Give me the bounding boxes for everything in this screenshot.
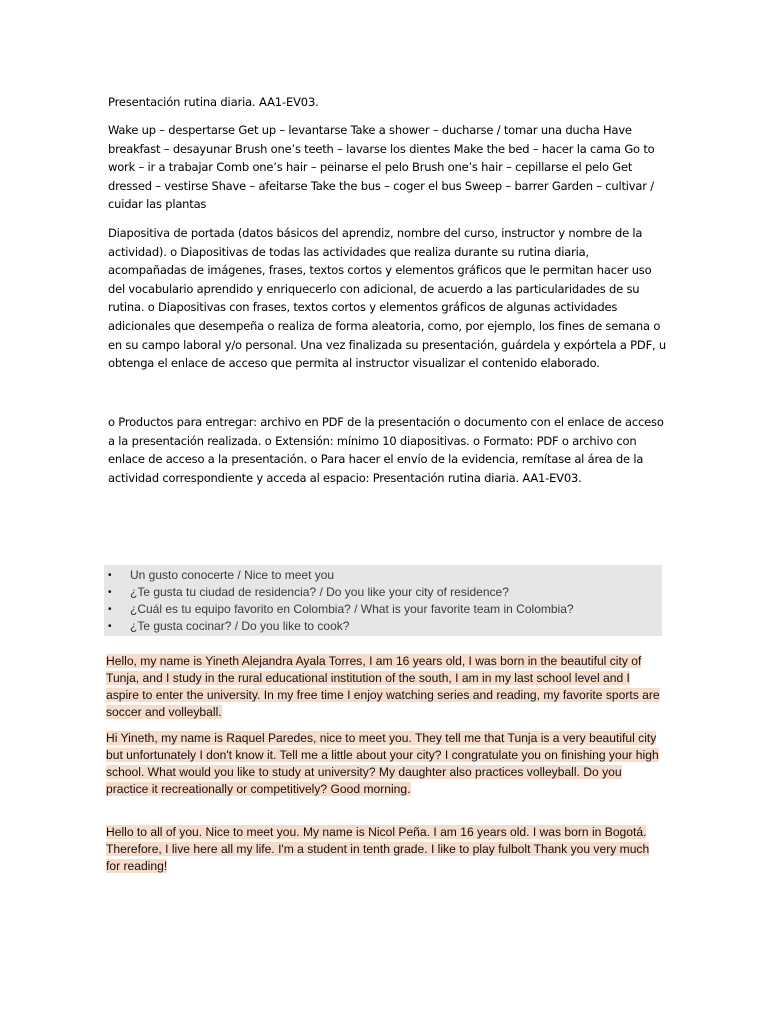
bullet-icon: •: [108, 570, 112, 581]
vocabulary-paragraph: Wake up – despertarse Get up – levantarse Take a shower – ducharse / tomar una ducha Have breakfast – desayunar Brush one’s teeth – lavarse los dientes Make the bed – hacer la cama Go to work – ir a trabajar Comb one’s hair – peinarse el pelo Brush one’s hair – cepillarse el pelo Get dressed – vestirse Shave – afeitarse Take the bus – coger el bus Sweep – barrer Garden – cultivar / cuidar las plantas: [108, 123, 655, 212]
bullet-icon: •: [108, 604, 112, 615]
bullet-icon: •: [108, 621, 112, 632]
question-text: ¿Te gusta tu ciudad de residencia? / Do you like your city of residence?: [130, 585, 509, 599]
question-text: ¿Cuál es tu equipo favorito en Colombia? / What is your favorite team in Colombia?: [130, 602, 574, 616]
question-item: [104, 584, 662, 601]
document-title: Presentación rutina diaria. AA1-EV03.: [108, 95, 319, 109]
questions-list-box: [104, 565, 662, 636]
dialog-paragraph-nicol: [106, 824, 662, 875]
question-text: Un gusto conocerte / Nice to meet you: [130, 568, 335, 582]
question-item: [104, 601, 662, 618]
question-item: [104, 567, 662, 584]
highlighted-text: Hello, my name is Yineth Alejandra Ayala Torres, I am 16 years old, I was born in the beautiful city of Tunja, and I study in the rural educational institution of the south, I am in my last school level and I aspire to enter the university. In my free time I enjoy watching series and reading, my favorite sports are soccer and volleyball.: [106, 654, 660, 719]
dialog-paragraph-yineth: [106, 653, 662, 721]
highlighted-text: Hi Yineth, my name is Raquel Paredes, nice to meet you. They tell me that Tunja is a very beautiful city but unfortunately I don't know it. Tell me a little about your city? I congratulate you on finishing your high school. What would you like to study at university? My daughter also practices volleyball. Do you practice it recreationally or competitively? Good morning.: [106, 731, 659, 796]
question-item: [104, 618, 662, 635]
question-text: ¿Te gusta cocinar? / Do you like to cook?: [130, 619, 350, 633]
products-paragraph: o Productos para entregar: archivo en PDF de la presentación o documento con el enlace de acceso a la presentación realizada. o Extensión: mínimo 10 diapositivas. o Formato: PDF o archivo con enlace de acceso a la presentación. o Para hacer el envío de la evidencia, remítase al área de la actividad correspondiente y acceda al espacio: Presentación rutina diaria. AA1-EV03.: [108, 415, 664, 485]
highlighted-text: Hello to all of you. Nice to meet you. My name is Nicol Peña. I am 16 years old. I was born in Bogotá. Therefore, I live here all my life. I'm a student in tenth grade. I like to play fulbolt Thank you very much for reading!: [106, 825, 650, 873]
dialog-paragraph-raquel: [106, 730, 662, 798]
questions-list: [104, 565, 662, 635]
bullet-icon: •: [108, 587, 112, 598]
instructions-paragraph: Diapositiva de portada (datos básicos del aprendiz, nombre del curso, instructor y nombre de la actividad). o Diapositivas de todas las actividades que realiza durante su rutina diaria, acompañadas de imágenes, frases, textos cortos y elementos gráficos que le permitan hacer uso del vocabulario aprendido y enriquecerlo con adicional, de acuerdo a las particularidades de su rutina. o Diapositivas con frases, textos cortos y elementos gráficos de algunas actividades adicionales que desempeña o realiza de forma aleatoria, como, por ejemplo, los fines de semana o en su campo laboral y/o personal. Una vez finalizada su presentación, guárdela y expórtela a PDF, u obtenga el enlace de acceso que permita al instructor visualizar el contenido elaborado.: [108, 226, 666, 371]
